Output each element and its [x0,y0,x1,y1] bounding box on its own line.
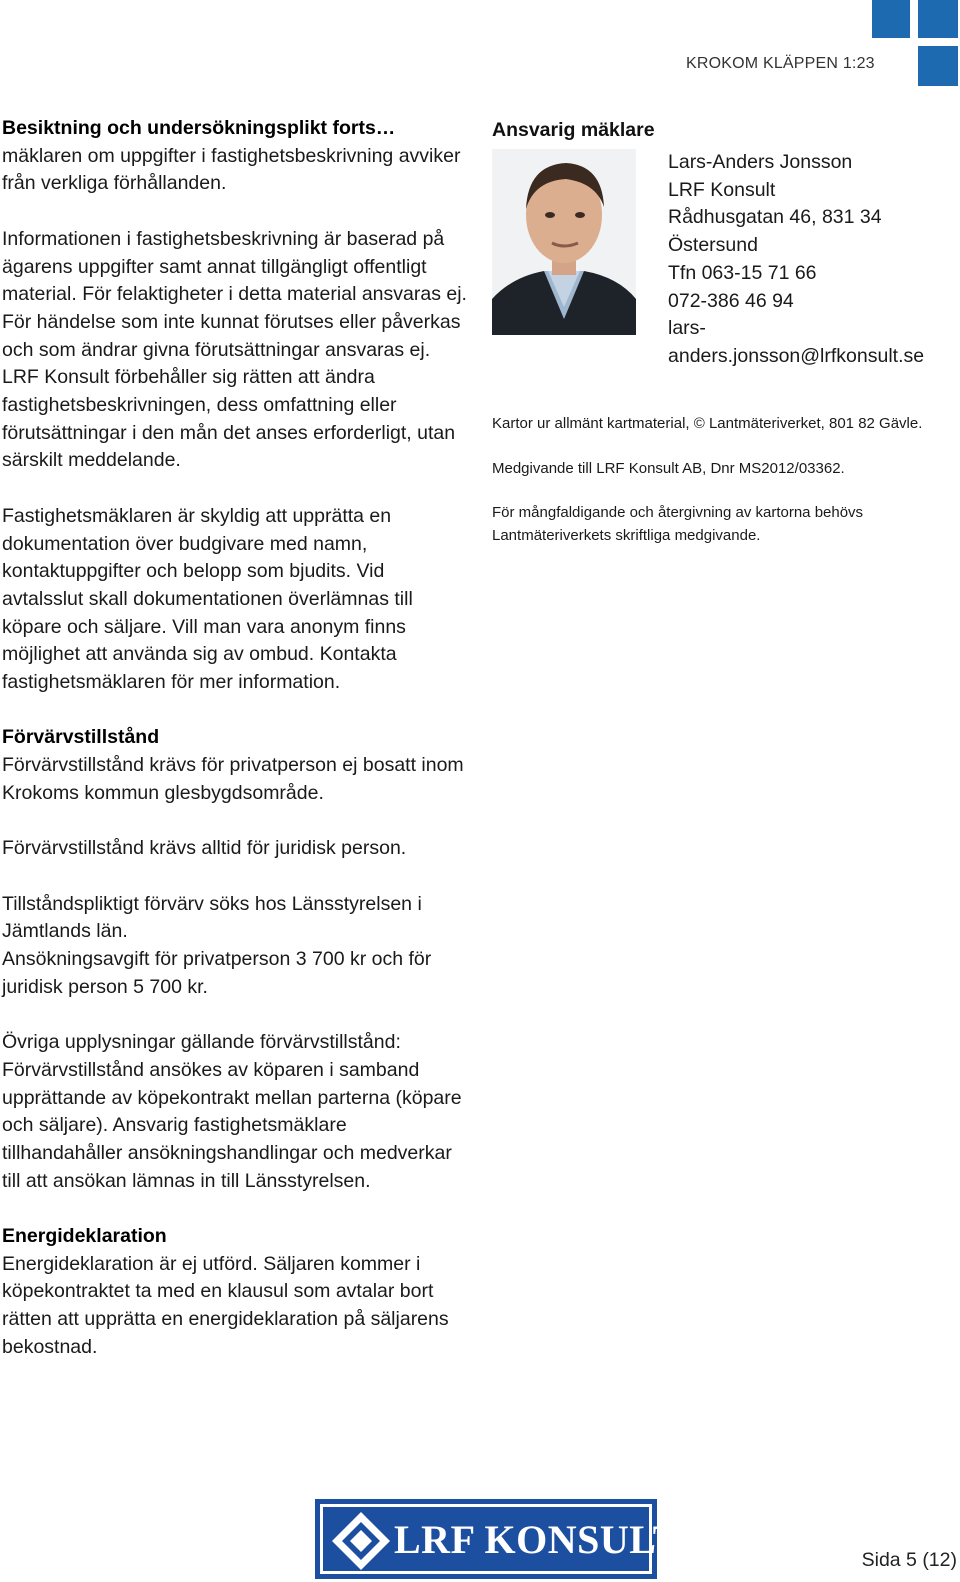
acquisition-paragraph: Förvärvstillstånd krävs alltid för juridisk person. [2,837,407,860]
diamond-logo-icon [330,1510,392,1572]
broker-city: Östersund [668,234,758,257]
left-column [2,115,468,1362]
document-header-title: KROKOM KLÄPPEN 1:23 [686,55,875,72]
lrf-konsult-logo [315,1499,680,1579]
broker-card [492,149,958,369]
inspection-paragraph: Fastighetsmäklaren är skyldig att upprätta en dokumentation över budgivare med namn, kontaktuppgifter och belopp som bjudits. Vid avtalsslut skall dokumentationen överlämnas till köpare och säljare. Vill man vara anonym finns möjlighet att använda sig av ombud. Kontakta fastighetsmäklaren för mer information. [2,504,413,694]
header-square-decoration [918,0,958,38]
acquisition-paragraph: Förvärvstillstånd krävs för privatperson ej bosatt inom Krokoms kommun glesbygdsområde. [2,754,464,804]
permit-note: Medgivande till LRF Konsult AB, Dnr MS2012/03362. [492,459,845,477]
section-heading-energy: Energideklaration [2,1225,167,1248]
broker-heading: Ansvarig mäklare [492,119,655,141]
logo-wordmark: LRF KONSULT [394,1517,680,1562]
broker-phone: Tfn 063-15 71 66 [668,261,817,284]
broker-company: LRF Konsult [668,178,776,201]
broker-mobile: 072-386 46 94 [668,289,794,312]
page-number: Sida 5 (12) [861,1549,957,1571]
map-notes [492,413,958,569]
reproduction-note: För mångfaldigande och återgivning av kartorna behövs Lantmäteriverkets skriftliga medgivande. [492,504,864,544]
broker-photo [492,149,636,335]
energy-paragraph: Energideklaration är ej utförd. Säljaren kommer i köpekontraktet ta med en klausul som avtalar bort rätten att upprätta en energideklaration på säljarens bekostnad. [2,1252,449,1358]
broker-email: lars- [668,317,706,340]
broker-contact [668,149,958,371]
broker-name: Lars-Anders Jonsson [668,151,853,173]
header-square-decoration [918,46,958,86]
maps-copyright-note: Kartor ur allmänt kartmaterial, © Lantmäteriverket, 801 82 Gävle. [492,415,923,432]
header-square-decoration [872,0,910,38]
inspection-paragraph: mäklaren om uppgifter i fastighetsbeskrivning avviker från verkliga förhållanden. [2,144,461,195]
broker-address: Rådhusgatan 46, 831 34 [668,206,882,229]
section-heading-inspection: Besiktning och undersökningsplikt forts… [2,117,396,139]
inspection-paragraph: Informationen i fastighetsbeskrivning är baserad på ägarens uppgifter samt annat tillgängligt offentligt material. För felaktigheter i detta material ansvaras ej. För händelse som inte kunnat förutses eller påverkas och som ändrar givna förutsättningar ansvaras ej. LRF Konsult förbehåller sig rätten att ändra fastighetsbeskrivningen, dess omfattning eller förutsättningar i den mån det anses erforderligt, utan särskilt meddelande. [2,227,467,472]
acquisition-paragraph: Övriga upplysningar gällande förvärvstillstånd: Förvärvstillstånd ansökes av köparen i samband upprättande av köpekontrakt mellan parterna (köpare och säljare). Ansvarig fastighetsmäklare tillhandahåller ansökningshandlingar och medverkar till att ansökan lämnas in till Länsstyrelsen. [2,1031,462,1192]
section-heading-acquisition: Förvärvstillstånd [2,726,160,749]
acquisition-paragraph: Ansökningsavgift för privatperson 3 700 kr och för juridisk person 5 700 kr. [2,948,432,998]
acquisition-paragraph: Tillståndspliktigt förvärv söks hos Länsstyrelsen i Jämtlands län. [2,892,422,943]
portrait-image [492,149,636,335]
broker-email: anders.jonsson@lrfkonsult.se [668,344,925,367]
right-column [492,117,958,544]
